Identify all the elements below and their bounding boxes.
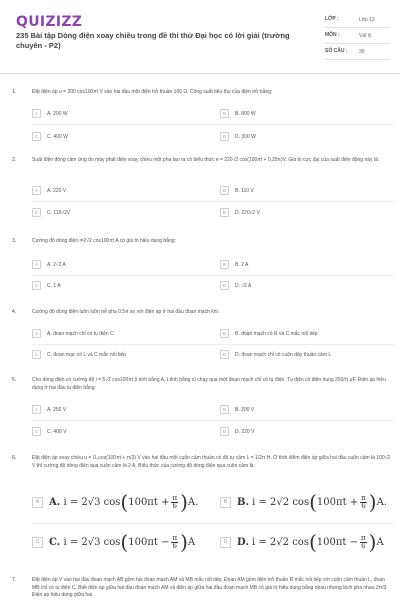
question-4 xyxy=(12,309,394,369)
option-formula xyxy=(49,490,199,514)
option-text: B. 110 V xyxy=(235,187,254,194)
option-prefix: A. xyxy=(49,496,61,508)
option-formula xyxy=(237,530,384,554)
question-6 xyxy=(12,455,394,570)
paren-close: ) xyxy=(180,530,188,554)
frac-den: 6 xyxy=(361,541,366,550)
fraction xyxy=(360,495,367,510)
frac-num: π xyxy=(361,533,366,542)
question-text: Cho dòng điện có cường độ i = 5√2 cos100πt (i tính bằng A, t tính bằng s) chạy qua một đoạn mạch chỉ có tụ điện. Tụ điện có điện dung 250/π μF. Điện áp hiệu dụng ở hai đầu tụ điện bằng: xyxy=(32,377,386,391)
option-a[interactable] xyxy=(32,186,212,195)
option-letter-box: B xyxy=(220,497,231,508)
option-c[interactable] xyxy=(32,208,212,217)
option-b[interactable] xyxy=(220,490,400,514)
option-b[interactable] xyxy=(220,260,400,269)
option-d[interactable] xyxy=(220,208,400,217)
paren-open: ( xyxy=(120,490,129,514)
option-letter-box: D xyxy=(220,208,229,217)
option-text: A. 220 V xyxy=(47,187,67,194)
question-7 xyxy=(12,577,394,600)
question-3 xyxy=(12,238,394,298)
option-letter-box: B xyxy=(220,260,229,269)
option-prefix: C. xyxy=(49,536,61,548)
option-letter-box: D xyxy=(220,350,229,359)
worksheet-title: 235 Bài tập Dòng điện xoay chiều trong đề thi thử Đại học có lời giải (trường chuyên - P2) xyxy=(16,31,290,50)
option-a[interactable] xyxy=(32,405,212,414)
frac-den: 6 xyxy=(361,501,366,510)
option-a[interactable] xyxy=(32,260,212,269)
option-text: B. 2 A xyxy=(235,261,249,268)
formula-base: i = 2√2 cos xyxy=(251,536,309,548)
option-letter-box: A xyxy=(32,329,41,338)
question-text: Đặt điện áp u = 200 cos100πt V vào hai đầu một điện trở thuần 100 Ω. Công suất tiêu thụ của điện trở bằng: xyxy=(32,89,273,95)
question-5 xyxy=(12,377,394,447)
option-b[interactable] xyxy=(220,186,400,195)
option-text: A. đoạn mạch chỉ có tụ điện C xyxy=(47,330,114,337)
paren-close: ) xyxy=(180,490,188,514)
option-d[interactable] xyxy=(220,530,400,554)
formula-inner: 100πt − xyxy=(316,536,359,548)
formula-inner: 100πt − xyxy=(128,536,170,548)
option-letter-box: C xyxy=(32,427,41,436)
option-divider xyxy=(32,523,394,524)
option-text: D. 220 V xyxy=(235,428,255,435)
meta-row-subject xyxy=(325,28,390,44)
option-letter-box: B xyxy=(220,109,229,118)
option-letter-box: B xyxy=(220,329,229,338)
option-text: A. 200 W xyxy=(47,110,68,117)
option-text: C. 400 W xyxy=(47,133,68,140)
formula-base: i = 2√3 cos xyxy=(63,536,121,548)
option-letter-box: A xyxy=(32,186,41,195)
option-prefix: B. xyxy=(237,496,249,508)
question-text: Cường độ dòng điện luôn luôn trễ pha 0,5π so với điện áp ở hai đầu đoạn mạch khi: xyxy=(32,309,220,315)
question-text: Cường độ dòng điện i=2√2 cos100πt A có giá trị hiệu dụng bằng: xyxy=(32,238,176,244)
option-text: B. đoạn mạch có R và C mắc nối tiếp xyxy=(235,330,318,337)
option-a[interactable] xyxy=(32,329,212,338)
meta-label: LỚP : xyxy=(325,16,339,22)
question-number: 4. xyxy=(12,309,17,315)
option-c[interactable] xyxy=(32,281,212,290)
option-a[interactable] xyxy=(32,490,212,514)
option-letter-box: C xyxy=(32,350,41,359)
header-divider xyxy=(0,73,400,74)
question-number: 7. xyxy=(12,577,17,583)
meta-row-count xyxy=(325,44,390,60)
option-c[interactable] xyxy=(32,132,212,141)
option-letter-box: B xyxy=(220,405,229,414)
option-a[interactable] xyxy=(32,109,212,118)
question-number: 6. xyxy=(12,455,17,461)
option-divider xyxy=(32,275,394,276)
fraction xyxy=(171,535,178,550)
option-text: A. 250 V xyxy=(47,406,67,413)
option-formula xyxy=(237,490,387,514)
meta-value: Lớp 12 xyxy=(359,17,375,23)
option-b[interactable] xyxy=(220,109,400,118)
formula-unit: A. xyxy=(376,496,387,508)
option-letter-box: C xyxy=(32,537,43,548)
frac-num: π xyxy=(361,493,366,502)
meta-row-class xyxy=(325,12,390,28)
option-letter-box: D xyxy=(220,427,229,436)
option-formula xyxy=(49,530,196,554)
question-text: Suất điện động cảm ứng do máy phát điện xoay chiều một pha tạo ra có biểu thức e = 220√2 cos(100πt + 0,25π)V. Giá trị cực đại của suất điện động này là: xyxy=(32,157,380,163)
option-letter-box: C xyxy=(32,208,41,217)
frac-den: 6 xyxy=(172,541,178,550)
formula-unit: A xyxy=(187,536,196,548)
fraction xyxy=(360,535,367,550)
formula-base: i = 2√2 cos xyxy=(252,496,310,508)
option-letter-box: B xyxy=(220,186,229,195)
question-number: 2. xyxy=(12,157,17,163)
option-text: A. 2√2 A xyxy=(47,261,66,268)
option-text: C. 1 A xyxy=(47,282,61,289)
meta-value: 39 xyxy=(359,49,365,55)
option-text: C. 400 V xyxy=(47,428,67,435)
option-text: C. đoạn mạc có L và C mắc nối tiếp xyxy=(47,351,127,358)
paren-open: ( xyxy=(308,530,317,554)
option-d[interactable] xyxy=(220,281,400,290)
frac-num: π xyxy=(172,493,178,502)
option-d[interactable] xyxy=(220,132,400,141)
question-number: 1. xyxy=(12,89,17,95)
fraction xyxy=(171,495,178,510)
option-divider xyxy=(32,344,394,345)
option-c[interactable] xyxy=(32,427,212,436)
meta-value: Vật lý xyxy=(359,33,372,39)
question-1 xyxy=(12,89,394,149)
question-number: 3. xyxy=(12,238,17,244)
formula-unit: A. xyxy=(187,496,199,508)
option-letter-box: D xyxy=(220,537,231,548)
paren-open: ( xyxy=(309,490,317,514)
option-letter-box: C xyxy=(32,281,41,290)
option-text: B. 200 V xyxy=(235,406,255,413)
option-letter-box: D xyxy=(220,281,229,290)
formula-inner: 100πt + xyxy=(316,496,359,508)
formula-base: i = 2√3 cos xyxy=(63,496,121,508)
option-divider xyxy=(32,420,394,421)
paren-open: ( xyxy=(120,530,129,554)
question-text: Đặt điện áp xoay chiều u = U₀cos(100πt + π/3) V vào hai đầu một cuộn cảm thuần có độ tự cảm L = 1/2π H. Ở thời điểm điện áp giữa hai đầu cuộn cảm là 100√2 V thì cường độ dòng điện qua cuộn cảm là 2 A. Biểu thức của cường độ dòng điện qua cuộn cảm là: xyxy=(32,455,391,469)
formula-unit: A xyxy=(376,536,384,548)
option-c[interactable] xyxy=(32,350,212,359)
option-text: D. √2 A xyxy=(235,282,252,289)
option-d[interactable] xyxy=(220,350,400,359)
frac-den: 6 xyxy=(172,501,177,510)
option-text: D. đoạn mạch chỉ có cuộn dây thuần cảm L xyxy=(235,351,332,358)
option-letter-box: A xyxy=(32,260,41,269)
option-text: B. 800 W xyxy=(235,110,256,117)
meta-label: SỐ CÂU : xyxy=(325,48,348,54)
option-b[interactable] xyxy=(220,329,400,338)
option-letter-box: A xyxy=(32,497,43,508)
question-text: Đặt điện áp V vào hai đầu đoạn mạch AB gồm hai đoạn mạch AM và MB mắc nối tiếp. Đoạn AM gồm điện trở thuần R mắc nối tiếp với cuộn cảm thuần L, đoạn MB chỉ có tụ điện C. Biết điện áp giữa hai đầu đoạn mạch AM và điện áp giữa hai đầu đoạn mạch MB có giá trị hiệu dụng bằng nhau nhưng lệch pha nhau 2π/3. Điện áp hiệu dụng giữa hai xyxy=(32,577,388,598)
meta-label: MÔN : xyxy=(325,32,340,38)
option-b[interactable] xyxy=(220,405,400,414)
frac-num: π xyxy=(172,533,178,542)
quizizz-logo: QUIZIZZ xyxy=(16,14,83,30)
question-number: 5. xyxy=(12,377,17,383)
worksheet-header xyxy=(0,0,400,72)
option-letter-box: A xyxy=(32,405,41,414)
option-letter-box: A xyxy=(32,109,41,118)
formula-inner: 100πt + xyxy=(128,496,170,508)
option-letter-box: D xyxy=(220,132,229,141)
option-c[interactable] xyxy=(32,530,212,554)
option-prefix: D. xyxy=(237,536,249,548)
option-divider xyxy=(32,201,394,202)
option-d[interactable] xyxy=(220,427,400,436)
option-text: C. 110√2V xyxy=(47,209,71,216)
paren-close: ) xyxy=(368,530,377,554)
option-text: D. 220√2 V xyxy=(235,209,260,216)
paren-close: ) xyxy=(368,490,377,514)
question-2 xyxy=(12,157,394,227)
meta-table xyxy=(325,12,390,60)
option-text: D. 300 W xyxy=(235,133,256,140)
option-divider xyxy=(32,124,394,125)
option-letter-box: C xyxy=(32,132,41,141)
